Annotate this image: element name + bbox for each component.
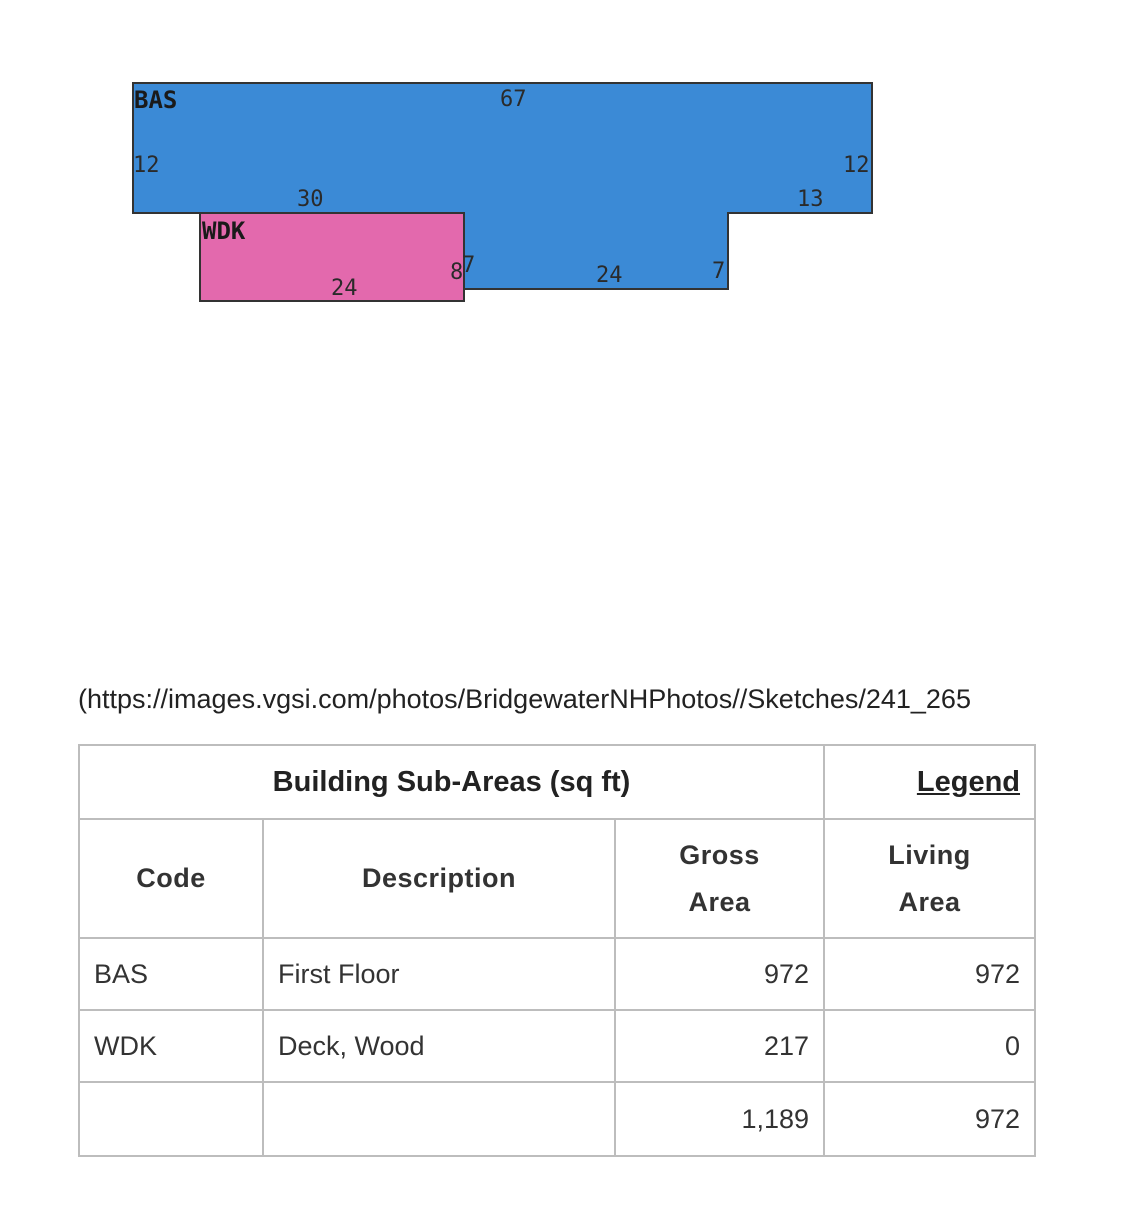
dimension-label: 7 bbox=[462, 253, 476, 278]
dimension-label: 8 bbox=[450, 260, 464, 285]
dimension-label: 30 bbox=[297, 187, 324, 212]
description-cell: First Floor bbox=[263, 938, 615, 1010]
living-header-line1: Living bbox=[888, 839, 971, 870]
dimension-label: 24 bbox=[596, 263, 623, 288]
living-header-line2: Area bbox=[898, 886, 961, 917]
column-header-living-area bbox=[824, 819, 1035, 938]
table-row bbox=[79, 1010, 1035, 1082]
gross-area-cell: 217 bbox=[615, 1010, 824, 1082]
bas-area-label: BAS bbox=[134, 86, 178, 114]
code-cell: BAS bbox=[79, 938, 263, 1010]
building-sketch bbox=[0, 0, 1134, 330]
column-header-gross-area bbox=[615, 819, 824, 938]
table-caption-row bbox=[79, 745, 1035, 819]
sketch-source-url: (https://images.vgsi.com/photos/BridgewaterNHPhotos//Sketches/241_265 bbox=[78, 684, 971, 714]
legend-link[interactable]: Legend bbox=[824, 745, 1035, 819]
gross-area-cell: 972 bbox=[615, 938, 824, 1010]
description-cell: Deck, Wood bbox=[263, 1010, 615, 1082]
living-area-cell: 0 bbox=[824, 1010, 1035, 1082]
totals-empty-cell bbox=[79, 1082, 263, 1156]
table-title: Building Sub-Areas (sq ft) bbox=[79, 745, 824, 819]
column-header-description: Description bbox=[263, 819, 615, 938]
wdk-area-label: WDK bbox=[202, 217, 246, 245]
dimension-label: 67 bbox=[500, 87, 527, 112]
column-header-code: Code bbox=[79, 819, 263, 938]
dimension-label: 12 bbox=[133, 153, 160, 178]
dimension-label: 13 bbox=[797, 187, 824, 212]
code-cell: WDK bbox=[79, 1010, 263, 1082]
total-living-area: 972 bbox=[824, 1082, 1035, 1156]
totals-empty-cell bbox=[263, 1082, 615, 1156]
gross-header-line1: Gross bbox=[679, 839, 760, 870]
table-totals-row bbox=[79, 1082, 1035, 1156]
total-gross-area: 1,189 bbox=[615, 1082, 824, 1156]
table-header-row bbox=[79, 819, 1035, 938]
gross-header-line2: Area bbox=[688, 886, 751, 917]
building-sub-areas-table bbox=[78, 744, 1036, 1157]
dimension-label: 7 bbox=[712, 259, 726, 284]
dimension-label: 12 bbox=[843, 153, 870, 178]
dimension-label: 24 bbox=[331, 276, 358, 301]
living-area-cell: 972 bbox=[824, 938, 1035, 1010]
table-row bbox=[79, 938, 1035, 1010]
